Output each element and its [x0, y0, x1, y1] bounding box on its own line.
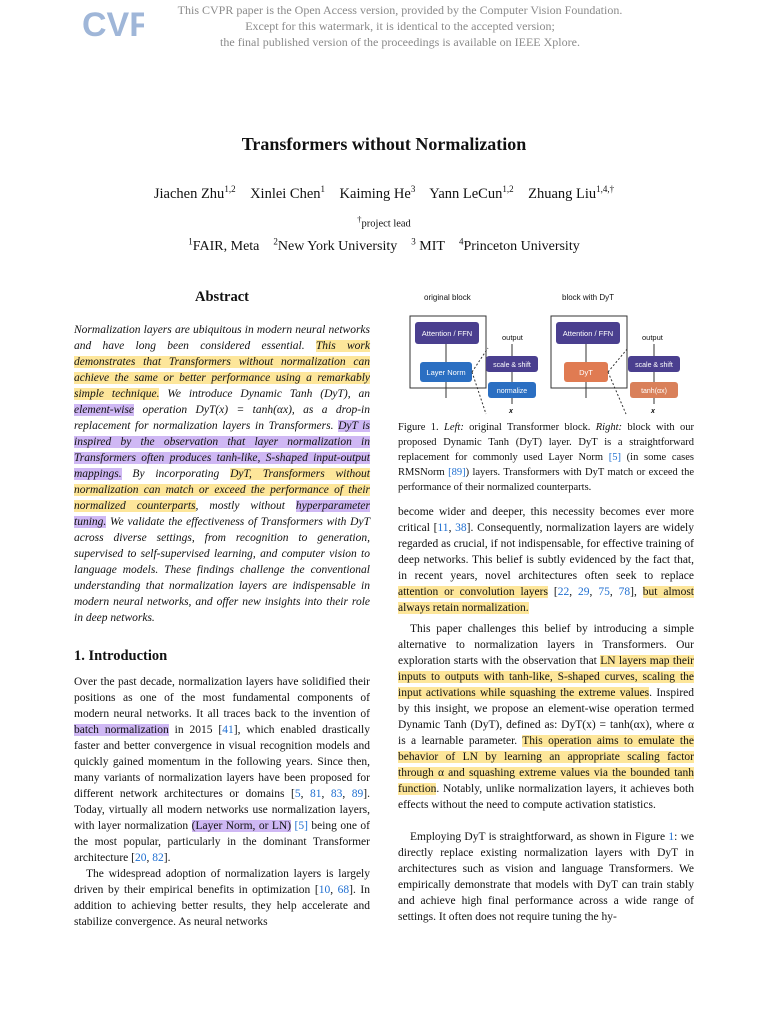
citation-link[interactable]: [89]	[448, 467, 466, 478]
citation-link[interactable]: 20	[134, 852, 147, 864]
paper-title: Transformers without Normalization	[241, 134, 527, 154]
highlight-yellow: This work demonstrates that Transformers without normalization can achieve the same or better performance using a remarkably simple technique.	[74, 340, 370, 400]
abstract-heading: Abstract	[195, 289, 249, 305]
citation-link[interactable]: 78	[618, 586, 631, 598]
fig-dash	[472, 372, 486, 414]
affiliation-2: $^2$New York University	[273, 236, 398, 254]
figure-link[interactable]: 1	[668, 831, 675, 843]
fig-dash	[608, 372, 626, 414]
author-5: Zhuang Liu$^{1,4,\dagger}$	[528, 184, 615, 202]
fig-normalize-label: normalize	[496, 388, 528, 395]
highlight-purple: (Layer Norm, or LN)	[191, 820, 292, 832]
highlight-purple: batch normalization	[74, 724, 169, 736]
watermark-line-3: the final published version of the proceedings is available on IEEE Xplore.	[220, 35, 580, 49]
affiliation-3: $^3$ MIT	[411, 236, 445, 254]
affiliation-4: $^4$Princeton University	[458, 236, 580, 254]
citation-link[interactable]: 81	[309, 788, 322, 800]
citation-link[interactable]: [5]	[608, 452, 621, 463]
affiliation-1: $^1$FAIR, Meta	[188, 236, 260, 254]
citation-link[interactable]: 10	[318, 884, 331, 896]
citation-link[interactable]: 75	[598, 586, 610, 598]
intro-text: Over the past decade, normalization layers have solidified their positions as one of the most fundamental components of modern neural networks. It all traces back to the invention of batch normalization in 2015 [41], which enabled drastically faster and better convergence in visual recognition models and quickly gained momentum in the following years. Since then, many variants of normalization layers have been proposed for different network architectures or domains [5, 81, 83, 89]. Today, virtually all modern networks use normalization layers, with layer normalization (Layer Norm, or LN) [5] being one of the most popular, particularly in the dominant Transformer architecture [20, 82]. The widespread adoption of normalization layers is largely driven by their empirical benefits in optimization [10, 68]. In addition to achieving better results, they help accelerate and stabilize convergence. As neural networks	[74, 676, 371, 928]
citation-link[interactable]: 82	[152, 852, 164, 864]
author-2: Xinlei Chen$^1$	[250, 184, 326, 202]
citation-link[interactable]: 83	[330, 788, 343, 800]
watermark	[150, 2, 650, 50]
citation-link[interactable]: [5]	[294, 820, 308, 832]
citation-link[interactable]: 22	[557, 586, 570, 598]
author-4: Yann LeCun$^{1,2}$	[429, 184, 514, 202]
citation-link[interactable]: 29	[578, 586, 590, 598]
fig-scaleshift-label-left: scale & shift	[493, 362, 531, 369]
fig-scaleshift-label-right: scale & shift	[635, 362, 673, 369]
fig-output-right: output	[642, 333, 663, 342]
fig-attention-label-right: Attention / FFN	[562, 329, 614, 338]
fig-left-title: original block	[424, 293, 471, 302]
fig-attention-label-left: Attention / FFN	[421, 329, 473, 338]
cvf-logo	[82, 4, 144, 44]
highlight-yellow: DyT, Transformers without normalization can match or exceed the performance of their normalized counterparts	[74, 468, 370, 512]
fig-dash	[608, 348, 628, 372]
fig-tanh-label: tanh(αx)	[641, 388, 667, 395]
figure-caption: Figure 1. Left: original Transformer block. Right: block with our proposed Dynamic Tanh (DyT) layer. DyT is a straightforward replacement for commonly used Layer Norm [5] (in some cases RMSNorm [89]) layers. Transformers with DyT match or exceed the performance of their normalized counterparts.	[398, 422, 695, 493]
abstract-text: Normalization layers are ubiquitous in modern neural networks and have long been considered essential. This work demonstrates that Transformers without normalization can achieve the same or better performance using a remarkably simple technique. We introduce Dynamic Tanh (DyT), an element-wise operation DyT(x) = tanh(αx), as a drop-in replacement for normalization layers in Transformers. DyT is inspired by the observation that layer normalization in Transformers often produces tanh-like, S-shaped input-output mappings. By incorporating DyT, Transformers without normalization can match or exceed the performance of their normalized counterparts, mostly without hyperparameter tuning. We validate the effectiveness of Transformers with DyT across diverse settings, from recognition to generation, supervised to self-supervised learning, and computer vision to language models. These findings challenge the conventional understanding that normalization layers are indispensable in modern neural networks, and offer new insights into their role in deep networks.	[74, 324, 371, 624]
right-paragraph-3: Employing DyT is straightforward, as shown in Figure 1: we directly replace existing normalization layers with DyT in architectures such as vision and language Transformers. We empirically demonstrate that models with DyT can train stably and achieve high final performance across a wide range of settings. It often does not require tuning the hy-	[398, 831, 695, 923]
intro-heading: 1. Introduction	[74, 648, 168, 664]
citation-link[interactable]: 11	[437, 522, 449, 534]
citation-link[interactable]: 5	[294, 788, 301, 800]
cvf-logo-text: CVF	[82, 6, 144, 44]
fig-layernorm-label: Layer Norm	[426, 368, 466, 377]
highlight-purple: hyperparameter tuning.	[74, 500, 371, 528]
watermark-line-1: This CVPR paper is the Open Access version, provided by the Computer Vision Foundation.	[177, 3, 623, 17]
fig-right-title: block with DyT	[562, 293, 615, 302]
fig-x-left: x	[509, 408, 513, 415]
watermark-line-2: Except for this watermark, it is identical to the accepted version;	[245, 19, 555, 33]
fig-x-right: x	[651, 408, 655, 415]
citation-link[interactable]: 38	[455, 522, 467, 534]
citation-link[interactable]: 89	[351, 788, 364, 800]
project-lead-note: †project lead	[357, 214, 411, 230]
highlight-yellow: attention or convolution layers	[398, 586, 548, 598]
right-paragraph-2: This paper challenges this belief by introducing a simple alternative to normalization layers in Transformers. Our exploration starts with the observation that LN layers map their inputs to outputs with tanh-like, S-shaped curves, scaling the input activations while squashing the extreme values. Inspired by this insight, we propose an element-wise operation termed Dynamic Tanh (DyT), defined as: DyT(x) = tanh(αx), where α is a learnable parameter. This operation aims to emulate the behavior of LN by learning an appropriate scaling factor through α and squashing extreme values via the bounded tanh function. Notably, unlike normalization layers, it achieves both effects without the need to compute activation statistics.	[398, 623, 694, 811]
author-1: Jiachen Zhu$^{1,2}$	[153, 184, 236, 202]
highlight-yellow: but almost always retain normalization.	[398, 586, 695, 614]
citation-link[interactable]: 41	[222, 724, 234, 736]
citation-link[interactable]: 68	[337, 884, 350, 896]
fig-dyt-label: DyT	[579, 368, 593, 377]
author-3: Kaiming He$^3$	[339, 184, 416, 202]
figure-1	[398, 286, 698, 416]
highlight-purple: element-wise	[74, 404, 135, 416]
author-list	[0, 184, 768, 203]
highlight-purple: DyT is inspired by the observation that layer normalization in Transformers often produces tanh-like, S-shaped input-output mappings.	[74, 420, 370, 480]
fig-output-left: output	[502, 333, 523, 342]
right-paragraph-1: become wider and deeper, this necessity becomes ever more critical [11, 38]. Consequently, normalization layers are widely regarded as crucial, if not indispensable, for effective training of deep networks. This belief is subtly evidenced by the fact that, in recent years, novel architectures often seek to replace attention or convolution layers [22, 29, 75, 78], but almost always retain normalization.	[398, 506, 695, 614]
highlight-yellow: LN layers map their inputs to outputs with tanh-like, S-shaped curves, scaling the input activations while squashing the extreme values	[398, 655, 694, 699]
affiliations	[0, 236, 768, 255]
highlight-yellow: This operation aims to emulate the behavior of LN by learning an appropriate scaling factor through α and squashing extreme values via the bounded tanh function	[398, 735, 694, 795]
